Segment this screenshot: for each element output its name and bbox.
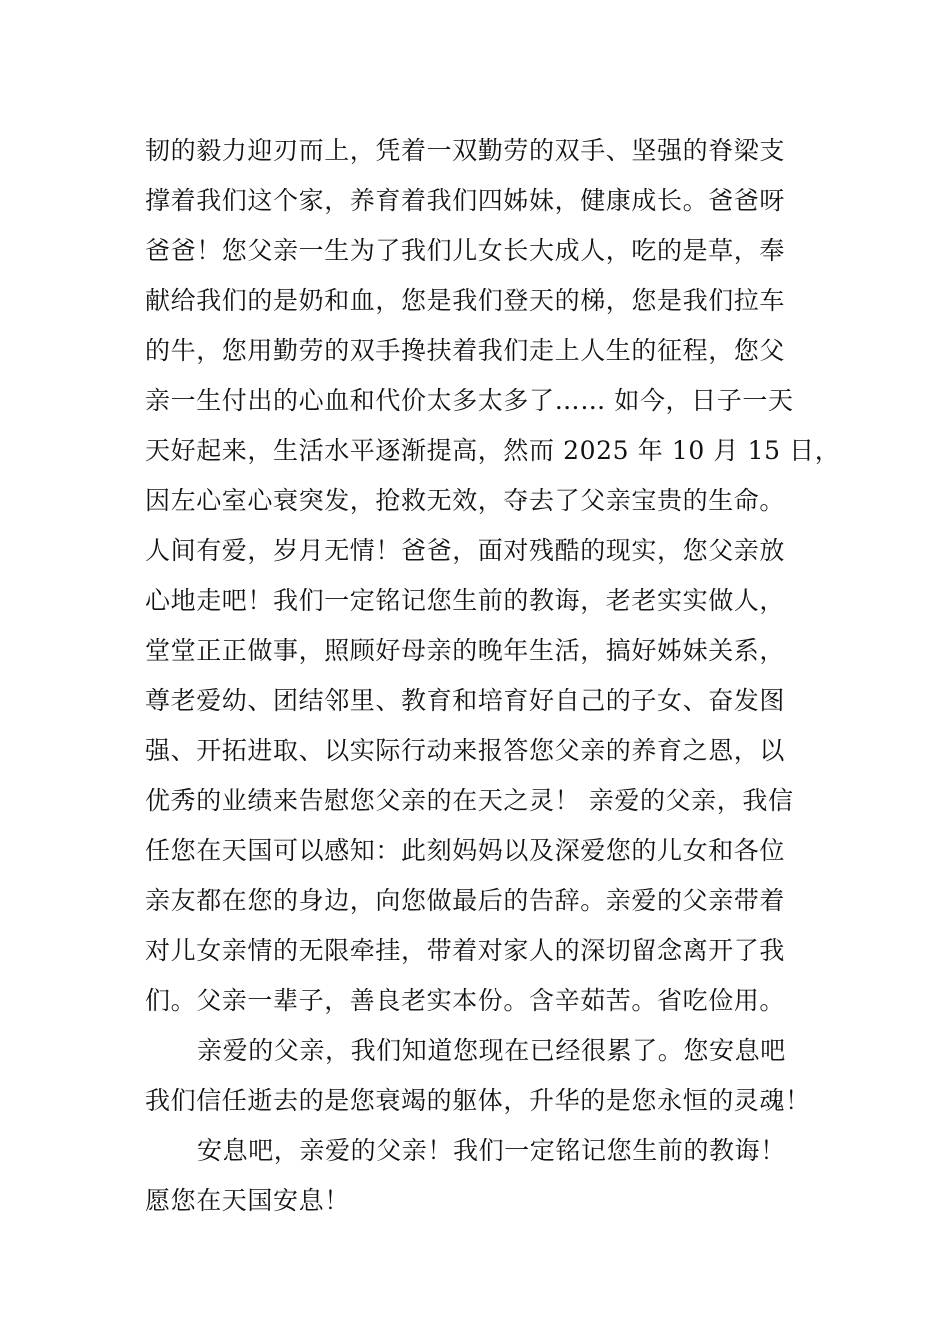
text-line: 爸爸！您父亲一生为了我们儿女长大成人，吃的是草，奉: [145, 236, 786, 265]
text-line: 献给我们的是奶和血，您是我们登天的梯，您是我们拉车: [145, 286, 786, 315]
paragraph-3: [145, 1126, 811, 1226]
text-line: 任您在天国可以感知：此刻妈妈以及深爱您的儿女和各位: [145, 836, 786, 865]
text-line: 我们信任逝去的是您衰竭的躯体，升华的是您永恒的灵魂！: [145, 1086, 811, 1115]
text-line: 天好起来，生活水平逐渐提高，然而 2025 年 10 月 15 日，: [145, 436, 841, 465]
text-line: 亲一生付出的心血和代价太多太多了…… 如今，日子一天: [145, 386, 794, 415]
paragraph-2: [145, 1026, 811, 1126]
text-line: 堂堂正正做事，照顾好母亲的晚年生活，搞好姊妹关系，: [145, 636, 786, 665]
text-line: 心地走吧！我们一定铭记您生前的教诲，老老实实做人，: [145, 586, 786, 615]
text-line: 的牛，您用勤劳的双手搀扶着我们走上人生的征程，您父: [145, 336, 786, 365]
text-line: 强、开拓进取、以实际行动来报答您父亲的养育之恩，以: [145, 736, 786, 765]
text-line: 亲爱的父亲，我们知道您现在已经很累了。您安息吧: [197, 1036, 786, 1065]
text-line: 亲友都在您的身边，向您做最后的告辞。亲爱的父亲带着: [145, 886, 786, 915]
paragraph-1: [145, 126, 841, 1026]
text-line: 优秀的业绩来告慰您父亲的在天之灵！ 亲爱的父亲，我信: [145, 786, 794, 815]
text-line: 人间有爱，岁月无情！爸爸，面对残酷的现实，您父亲放: [145, 536, 786, 565]
document-body: [145, 126, 841, 1226]
text-line: 安息吧，亲爱的父亲！我们一定铭记您生前的教诲！: [197, 1136, 786, 1165]
text-line: 撑着我们这个家，养育着我们四姊妹，健康成长。爸爸呀: [145, 186, 786, 215]
text-line: 尊老爱幼、团结邻里、教育和培育好自己的子女、奋发图: [145, 686, 786, 715]
text-line: 愿您在天国安息！: [145, 1186, 350, 1215]
text-line: 韧的毅力迎刃而上，凭着一双勤劳的双手、坚强的脊梁支: [145, 136, 786, 165]
text-line: 对儿女亲情的无限牵挂，带着对家人的深切留念离开了我: [145, 936, 786, 965]
text-line: 因左心室心衰突发，抢救无效，夺去了父亲宝贵的生命。: [145, 486, 786, 515]
text-line: 们。父亲一辈子，善良老实本份。含辛茹苦。省吃俭用。: [145, 986, 786, 1015]
